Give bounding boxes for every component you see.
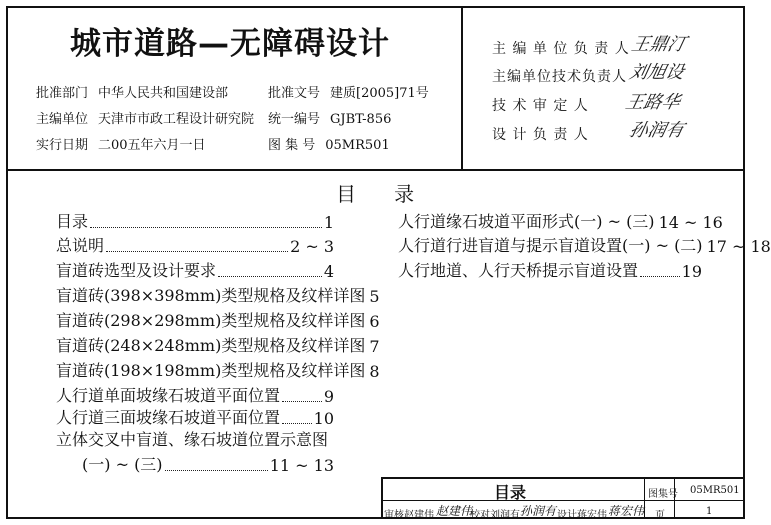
toc-entry[interactable] — [56, 408, 334, 428]
header-divider — [6, 169, 745, 171]
toc-entry-page: 5 — [369, 287, 380, 306]
toc-entry[interactable] — [56, 261, 334, 281]
role-technical-reviewer: 技 术 审 定 人 — [492, 98, 589, 114]
field-label: 主编单位 — [36, 112, 89, 127]
toc-entry-page: 11 ~ 13 — [269, 456, 334, 475]
field-value: 中华人民共和国建设部 — [98, 86, 229, 101]
toc-entry-page: 4 — [323, 262, 334, 281]
toc-entry-label: 盲道砖(398×398mm)类型规格及纹样详图 — [56, 286, 366, 305]
signature-technical-head: 刘旭设 — [627, 62, 686, 83]
page-title: 城市道路—无障碍设计 — [70, 26, 390, 62]
field-label: 实行日期 — [36, 138, 89, 153]
field-value: 天津市市政工程设计研究院 — [98, 112, 255, 127]
signature-chief-unit-head: 王鼎汀 — [629, 34, 688, 55]
signature-technical-reviewer: 王路华 — [623, 92, 682, 113]
role-technical-head: 主编单位技术负责人 — [492, 69, 627, 85]
toc-entry-label: 人行道行进盲道与提示盲道设置(一) ~ (二) — [398, 236, 703, 255]
toc-entry-page: 6 — [369, 312, 380, 331]
toc-entry-label: 人行道三面坡缘石坡道平面位置 — [56, 408, 281, 427]
titleblock-reviewer: 赵建伟 — [404, 510, 434, 521]
toc-entry-page: 19 — [681, 262, 702, 281]
toc-entry[interactable] — [398, 236, 771, 256]
toc-entry-label: 总说明 — [56, 236, 105, 255]
field-label: 批准文号 — [268, 86, 321, 101]
toc-leader — [90, 227, 322, 228]
toc-entry[interactable] — [398, 261, 702, 281]
field-value: 建质[2005]71号 — [330, 86, 429, 101]
toc-entry-label: 人行道缘石坡道平面形式(一) ~ (三) — [398, 212, 655, 231]
toc-leader — [165, 470, 268, 471]
field-value: 二00五年六月一日 — [98, 138, 206, 153]
toc-entry-label: 盲道砖选型及设计要求 — [56, 261, 217, 280]
toc-entry[interactable] — [56, 361, 380, 381]
toc-leader — [282, 401, 322, 402]
toc-entry-label: 人行地道、人行天桥提示盲道设置 — [398, 261, 639, 280]
field-chief-unit — [36, 108, 254, 127]
field-value: GJBT-856 — [330, 112, 392, 127]
titleblock-col-line — [644, 477, 645, 519]
titleblock-checker-signature: 孙润有 — [520, 504, 557, 518]
toc-heading: 目 录 — [336, 182, 415, 206]
toc-entry-label: 盲道砖(198×198mm)类型规格及纹样详图 — [56, 361, 366, 380]
role-design-head: 设 计 负 责 人 — [492, 127, 589, 143]
header-vertical-divider — [461, 6, 463, 170]
toc-leader — [106, 251, 288, 252]
role-chief-unit-head: 主 编 单 位 负 责 人 — [492, 41, 630, 57]
toc-entry-page: 10 — [313, 409, 334, 428]
toc-entry-page: 17 ~ 18 — [706, 237, 771, 256]
toc-leader — [282, 423, 312, 424]
titleblock-left-line — [381, 477, 383, 519]
titleblock-title: 目录 — [494, 483, 527, 502]
field-effective-date — [36, 134, 206, 153]
toc-entry-label: (一) ~ (三) — [82, 455, 163, 474]
titleblock-page-label: 页 — [655, 510, 665, 521]
titleblock-mid-line — [381, 500, 745, 501]
titleblock-design-label: 设计 — [557, 510, 577, 521]
toc-entry-page: 2 ~ 3 — [290, 237, 334, 256]
field-unified-no — [268, 108, 391, 127]
toc-entry[interactable] — [398, 212, 723, 232]
toc-entry-page: 1 — [323, 213, 334, 232]
titleblock-atlas-no: 05MR501 — [690, 485, 740, 496]
toc-entry-label: 盲道砖(298×298mm)类型规格及纹样详图 — [56, 311, 366, 330]
toc-leader — [218, 276, 322, 277]
field-label: 统一编号 — [268, 112, 321, 127]
toc-entry[interactable] — [82, 455, 334, 475]
titleblock-designer-signature: 蒋宏伟 — [608, 504, 645, 518]
field-approval-no — [268, 82, 429, 101]
toc-entry[interactable] — [56, 430, 334, 450]
toc-entry-page: 9 — [323, 387, 334, 406]
toc-entry-page: 14 ~ 16 — [658, 213, 723, 232]
toc-leader — [640, 276, 680, 277]
toc-entry[interactable] — [56, 336, 380, 356]
toc-entry-label: 目录 — [56, 212, 89, 231]
titleblock-check-label: 校对 — [470, 510, 490, 521]
titleblock-atlas-label: 图集号 — [648, 489, 678, 500]
field-label: 批准部门 — [36, 86, 89, 101]
toc-entry-label: 立体交叉中盲道、缘石坡道位置示意图 — [56, 430, 329, 449]
toc-entry-page: 8 — [369, 362, 380, 381]
toc-entry-label: 盲道砖(248×248mm)类型规格及纹样详图 — [56, 336, 366, 355]
toc-entry[interactable] — [56, 386, 334, 406]
field-atlas-no — [268, 134, 390, 153]
titleblock-reviewer-signature: 赵建伟 — [436, 504, 473, 518]
toc-entry[interactable] — [56, 236, 334, 256]
signature-design-head: 孙润有 — [627, 120, 686, 141]
toc-entry[interactable] — [56, 212, 334, 232]
titleblock-page-no: 1 — [706, 506, 713, 517]
toc-entry[interactable] — [56, 286, 380, 306]
titleblock-review-label: 审核 — [384, 510, 404, 521]
toc-entry-label: 人行道单面坡缘石坡道平面位置 — [56, 386, 281, 405]
field-value: 05MR501 — [325, 138, 390, 153]
toc-entry-page: 7 — [369, 337, 380, 356]
titleblock-designer: 蒋宏伟 — [577, 510, 607, 521]
titleblock-checker: 刘润有 — [490, 510, 520, 521]
field-label: 图 集 号 — [268, 138, 316, 153]
titleblock-top-line — [381, 477, 745, 479]
field-approval-dept — [36, 82, 228, 101]
toc-entry[interactable] — [56, 311, 380, 331]
